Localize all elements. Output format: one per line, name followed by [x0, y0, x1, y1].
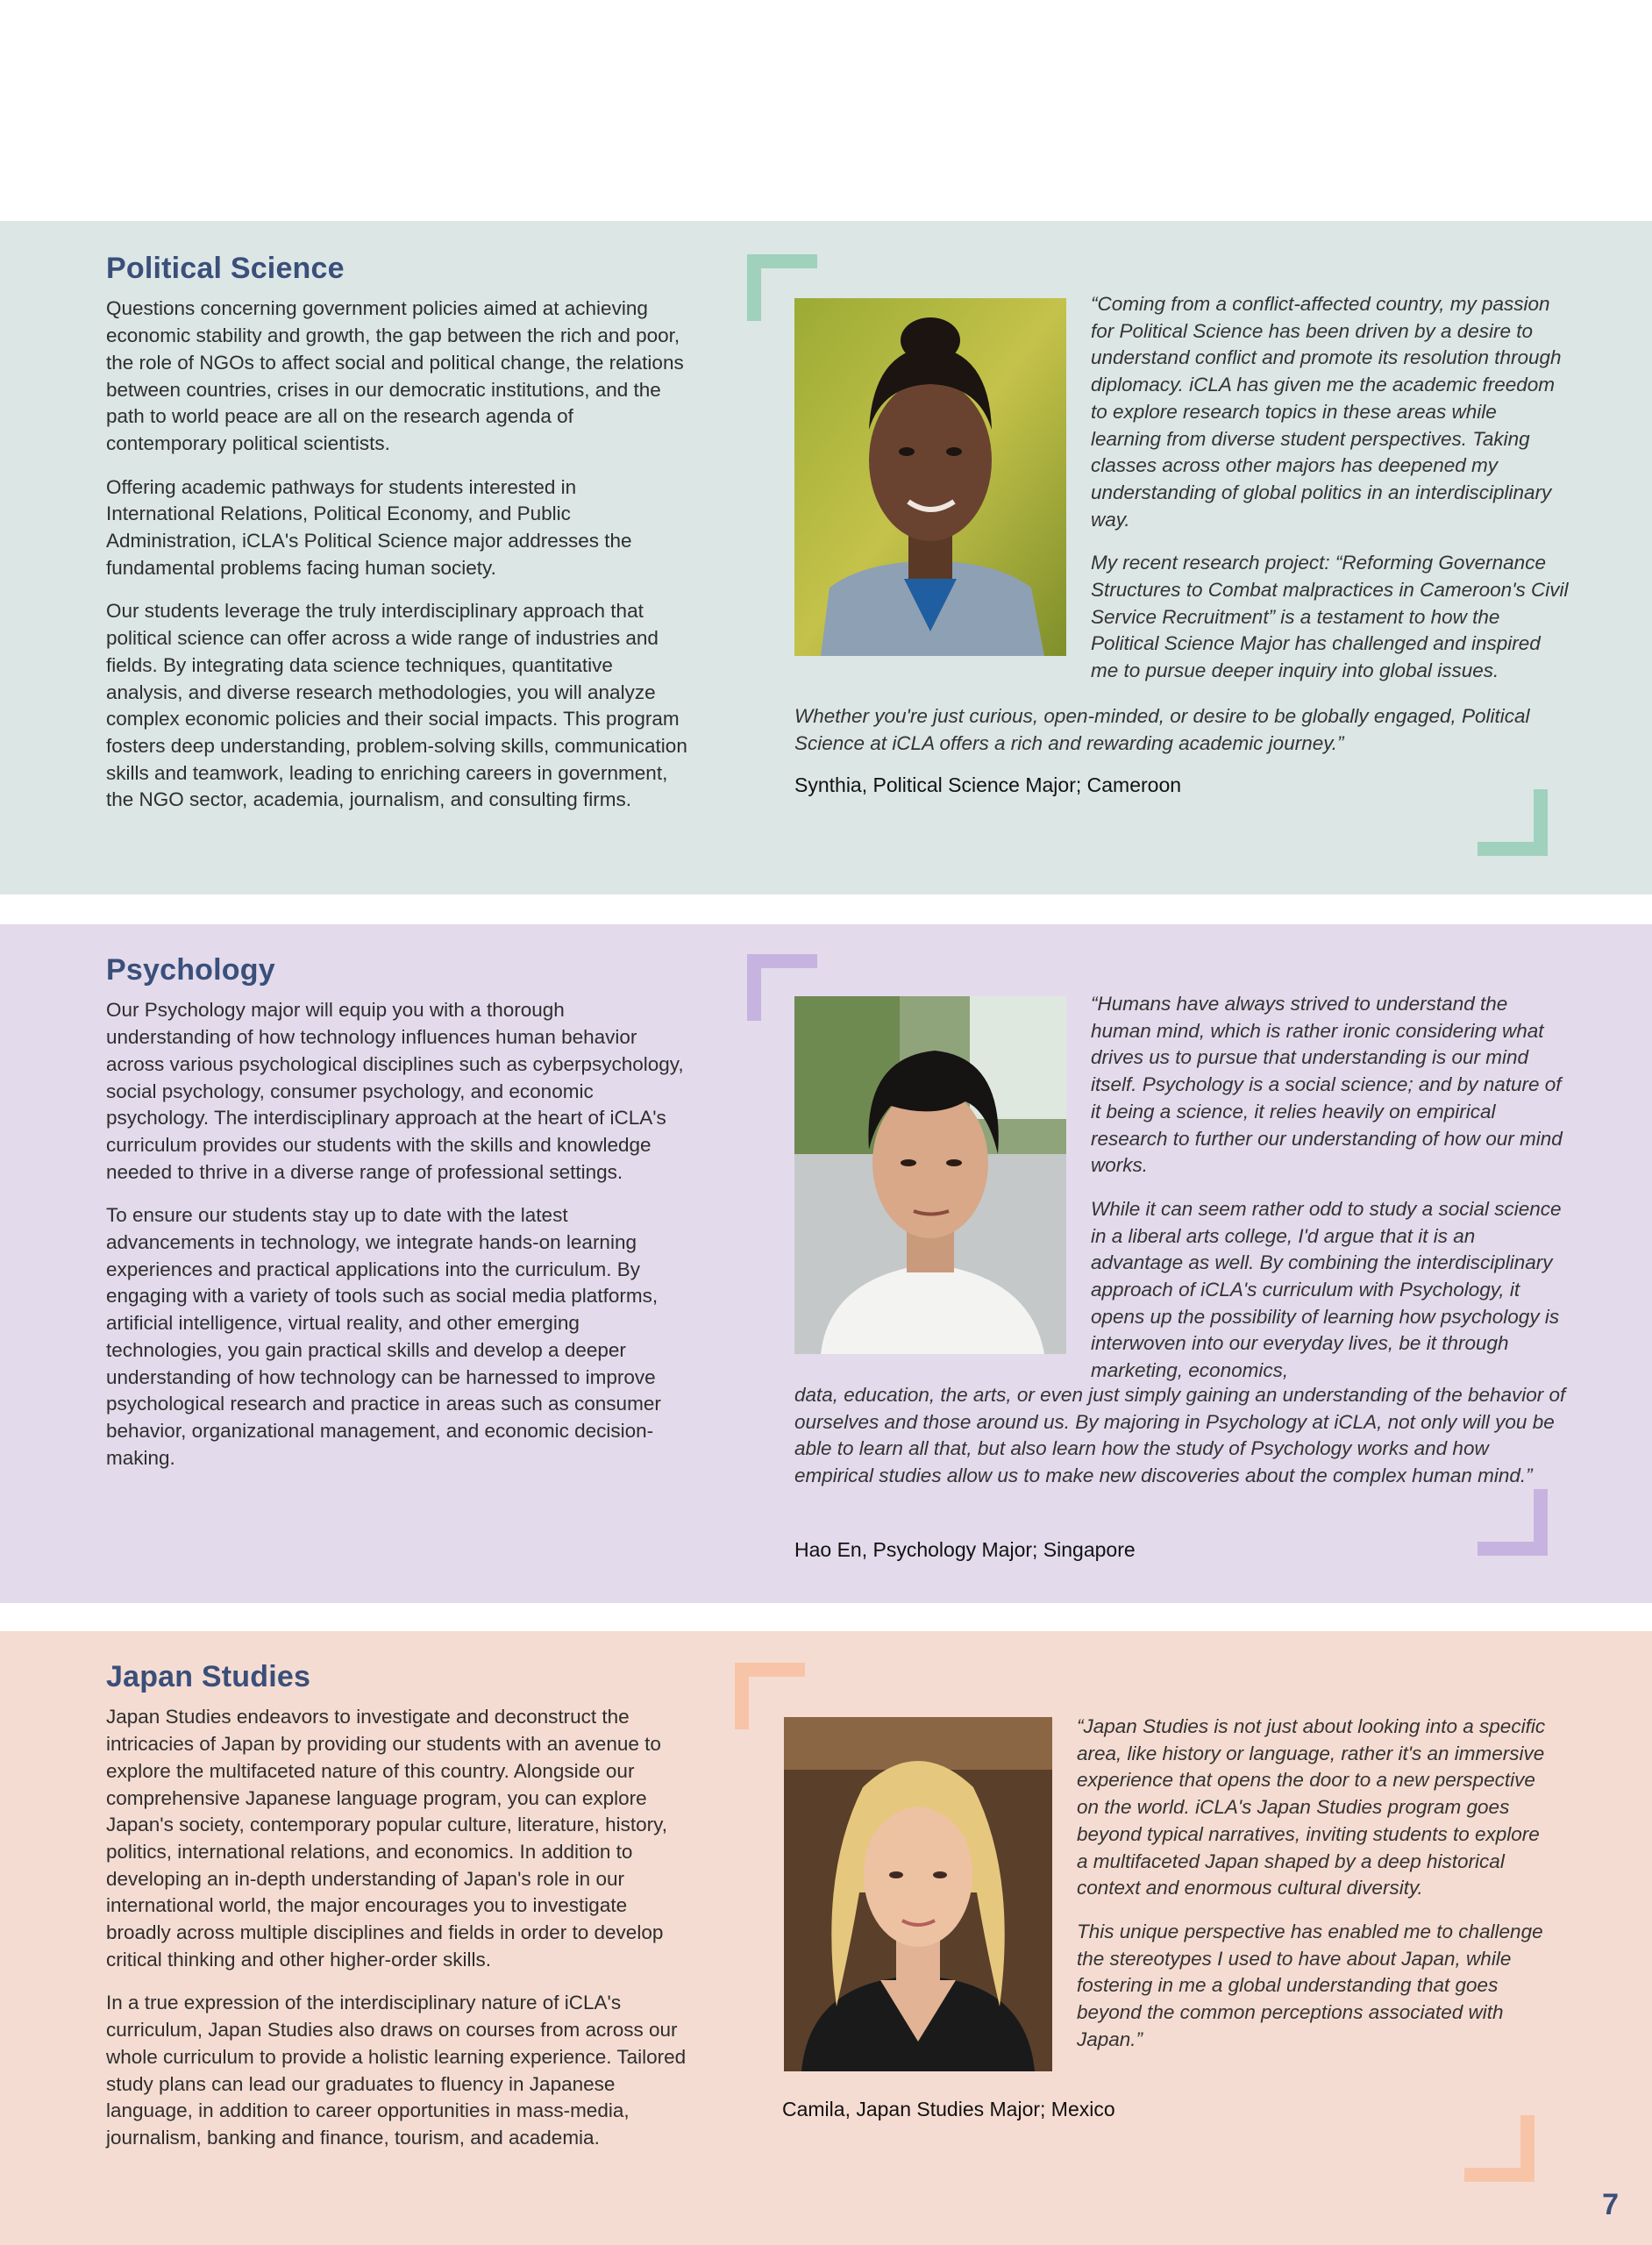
- japan-studies-text: [106, 1661, 689, 2169]
- camila-quote: [1077, 1714, 1555, 2070]
- quote-paragraph: This unique perspective has enabled me to challenge the stereotypes I used to have about Japan, while fostering in me a global understanding that goes beyond the common perceptions associated with Japan.”: [1077, 1920, 1543, 2050]
- corner-bracket-bottom-right-icon: [1464, 2115, 1535, 2182]
- quote-paragraph: My recent research project: “Reforming Governance Structures to Combat malpractices in Cameroon's Civil Service Recruitment” is a testament to how the Political Science Major has challenged and inspired me to pursue deeper inquiry into global issues.: [1091, 552, 1569, 682]
- hao-en-quote-end: [794, 1382, 1566, 1507]
- section-title: Psychology: [106, 953, 275, 987]
- attribution: Camila, Japan Studies Major; Mexico: [782, 2098, 1115, 2120]
- paragraph: Offering academic pathways for students interested in International Relations, Political Economy, and Public Administration, iCLA's Political Science major addresses the fundamental problems facing human society.: [106, 475, 632, 579]
- synthia-quote-end: [794, 703, 1566, 773]
- paragraph: Our students leverage the truly interdisciplinary approach that political science can offer across a wide range of industries and fields. By integrating data science techniques, quantitative analysis, and diverse research methodologies, you will analyze complex economic policies and their social impacts. This program fosters deep understanding, problem-solving skills, communication skills and teamwork, leading to enriching careers in government, the NGO sector, academia, journalism, and consulting firms.: [106, 600, 687, 811]
- synthia-quote: [1091, 291, 1569, 702]
- section-title: Political Science: [106, 252, 345, 285]
- paragraph: To ensure our students stay up to date with the latest advancements in technology, we integrate hands-on learning experiences and practical applications into the curriculum. By engaging with a variety of tools such as social media platforms, artificial intelligence, virtual reality, and other emerging technologies, you gain practical skills and develop a deeper understanding of how technology can be harnessed to improve psychological research and practice in areas such as consumer behavior, organizational management, and economic decision-making.: [106, 1204, 661, 1469]
- corner-bracket-bottom-right-icon: [1478, 789, 1548, 856]
- paragraph: Japan Studies endeavors to investigate and deconstruct the intricacies of Japan by providing our students with an avenue to explore the multifaceted nature of this country. Alongside our comprehensive Japanese language program, you can explore Japan's society, contemporary popular culture, literature, history, politics, international relations, and economics. In addition to developing an in-depth understanding of Japan's role in our international world, the major encourages you to investigate broadly across multiple disciplines and fields in order to develop critical thinking and other higher-order skills.: [106, 1706, 668, 1971]
- political-science-section: [0, 221, 1652, 894]
- paragraph: Questions concerning government policies aimed at achieving economic stability and growth, the gap between the rich and poor, the role of NGOs to affect social and political change, the relations between countries, crises in our democratic institutions, and the path to world peace are all on the research agenda of contemporary political scientists.: [106, 297, 684, 454]
- quote-paragraph: data, education, the arts, or even just simply gaining an understanding of the behavior of ourselves and those around us. By majoring in Psychology at iCLA, not only will you be able to learn all that, but also learn how the study of Psychology works and how empirical studies allow us to make new discoveries about the complex human mind.”: [794, 1384, 1566, 1487]
- quote-paragraph: “Humans have always strived to understand the human mind, which is rather ironic considering what drives us to pursue that understanding is our mind itself. Psychology is a social science; and by nature of it being a science, it relies heavily on empirical research to further our understanding of how our mind works.: [1091, 993, 1563, 1177]
- camila-photo: [784, 1717, 1052, 2071]
- hao-en-quote: [1091, 991, 1569, 1401]
- page-number: 7: [1602, 2188, 1619, 2221]
- synthia-photo: [794, 298, 1066, 656]
- quote-paragraph: “Japan Studies is not just about looking into a specific area, like history or language, rather it's an immersive experience that opens the door to a new perspective on the world. iCLA's Japan Studies program goes beyond typical narratives, inviting students to explore a multifaceted Japan shaped by a deep historical context and enormous cultural diversity.: [1077, 1715, 1546, 1899]
- paragraph: In a true expression of the interdisciplinary nature of iCLA's curriculum, Japan Studies also draws on courses from across our whole curriculum to provide a holistic learning experience. Tailored study plans can lead our graduates to fluency in Japanese language, in addition to career opportunities in mass-media, journalism, banking and finance, tourism, and academia.: [106, 1992, 687, 2149]
- hao-en-photo: [794, 996, 1066, 1354]
- quote-paragraph: While it can seem rather odd to study a social science in a liberal arts college, I'd argue that it is an advantage as well. By combining the interdisciplinary approach of iCLA's curriculum with Psychology, it opens up the possibility of learning how psychology is interwoven into our everyday lives, be it through marketing, economics,: [1091, 1197, 1562, 1382]
- japan-studies-section: [0, 1631, 1652, 2245]
- quote-paragraph: “Coming from a conflict-affected country, my passion for Political Science has been driven by a desire to understand conflict and promote its resolution through diplomacy. iCLA has given me the academic freedom to explore research topics in these areas while learning from diverse student perspectives. Taking classes across other majors has deepened my understanding of global politics in an interdisciplinary way.: [1091, 293, 1562, 531]
- section-title: Japan Studies: [106, 1660, 311, 1693]
- attribution: Synthia, Political Science Major; Cameroon: [794, 773, 1182, 796]
- attribution: Hao En, Psychology Major; Singapore: [794, 1538, 1136, 1561]
- psychology-text: [106, 954, 689, 1488]
- quote-paragraph: Whether you're just curious, open-minded, or desire to be globally engaged, Political Science at iCLA offers a rich and rewarding academic journey.”: [794, 705, 1530, 754]
- paragraph: Our Psychology major will equip you with a thorough understanding of how technology influences human behavior across various psychological disciplines such as cyberpsychology, social psychology, consumer psychology, and economic psychology. The interdisciplinary approach at the heart of iCLA's curriculum provides our students with the skills and knowledge needed to thrive in a diverse range of professional settings.: [106, 999, 684, 1183]
- psychology-section: [0, 924, 1652, 1603]
- political-science-text: [106, 253, 689, 830]
- corner-bracket-bottom-right-icon: [1478, 1489, 1548, 1556]
